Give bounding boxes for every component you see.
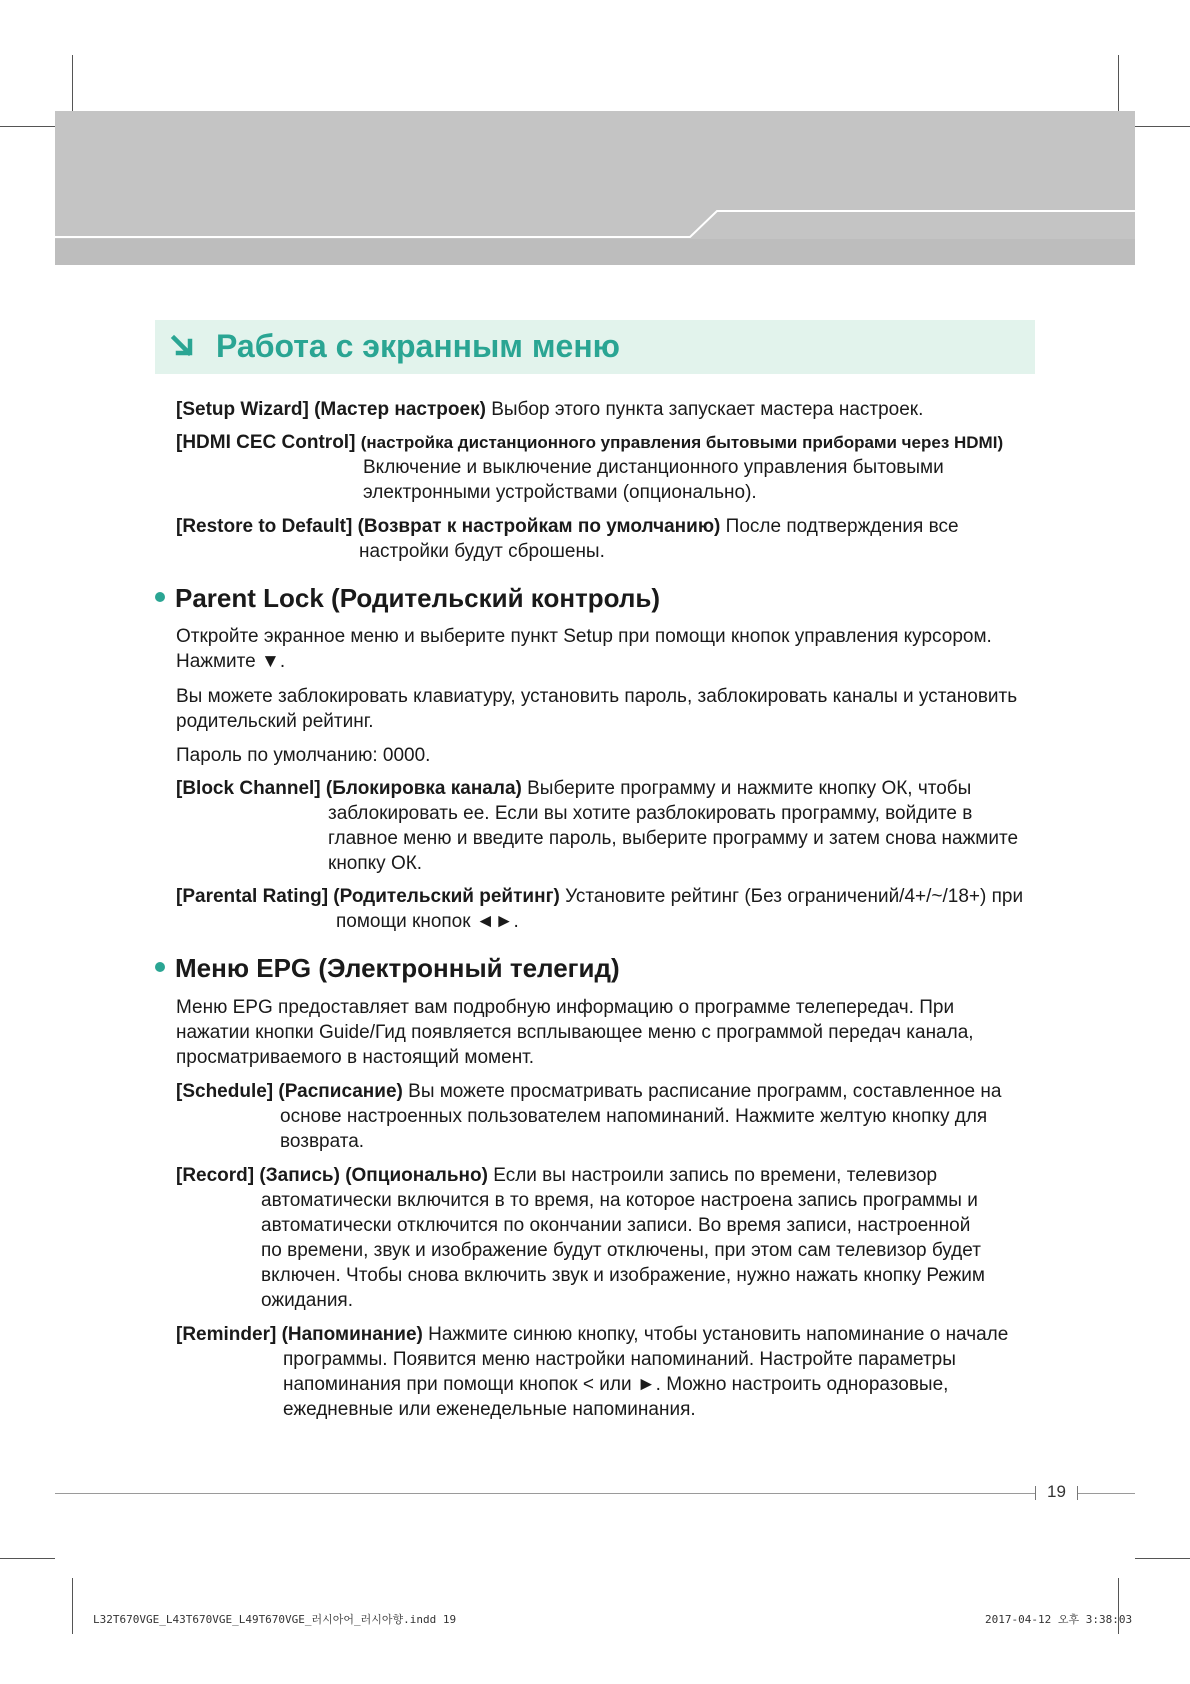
- desc-line: Выберите программу и нажмите кнопку ОК, чтобы: [527, 778, 972, 799]
- term-note: (настройка дистанционного управления бытовыми приборами через HDMI): [360, 433, 1004, 452]
- imprint-file: L32T670VGE_L43T670VGE_L49T670VGE_러시아어_러시아향.indd 19: [93, 1613, 457, 1626]
- bullet-icon: [155, 962, 165, 972]
- imprint-date: 2017-04-12 오후 3:38:03: [985, 1613, 1133, 1626]
- desc-line: Включение и выключение дистанционного управления бытовыми: [363, 457, 944, 478]
- crop-mark: [1135, 126, 1190, 127]
- paragraph-line: Пароль по умолчанию: 0000.: [176, 745, 431, 766]
- item-parental-rating: [176, 884, 1023, 909]
- heading-text: Меню EPG (Электронный телегид): [175, 953, 620, 983]
- menu-item-restore-default: [176, 514, 959, 539]
- menu-item-hdmi-cec: [176, 430, 1003, 455]
- paragraph-line: просматриваемого в настоящий момент.: [176, 1047, 535, 1068]
- term: [HDMI CEC Control]: [176, 432, 356, 453]
- bullet-icon: [155, 592, 165, 602]
- desc-line: программы. Появится меню настройки напоминаний. Настройте параметры: [283, 1349, 956, 1370]
- desc-line: После подтверждения все: [725, 516, 959, 537]
- crop-mark: [72, 55, 73, 111]
- footer-rule: [1078, 1493, 1135, 1494]
- desc-line: возврата.: [280, 1131, 365, 1152]
- desc-line: Вы можете просматривать расписание программ, составленное на: [408, 1081, 1002, 1102]
- desc-line: электронными устройствами (опционально).: [363, 482, 757, 503]
- section-title: Работа с экранным меню: [216, 328, 620, 364]
- crop-mark: [0, 1558, 55, 1559]
- desc-line: главное меню и введите пароль, выберите программу и затем снова нажмите: [328, 828, 1019, 849]
- term: [Restore to Default] (Возврат к настройкам по умолчанию): [176, 516, 721, 537]
- item-reminder: [176, 1322, 1008, 1347]
- desc-line: по времени, звук и изображение будут отключены, при этом сам телевизор будет: [261, 1240, 981, 1261]
- heading-epg: [155, 953, 620, 984]
- header-band-line: [55, 111, 1135, 265]
- heading-parent-lock: [155, 583, 660, 614]
- paragraph-line: Вы можете заблокировать клавиатуру, установить пароль, заблокировать каналы и установить: [176, 686, 1018, 707]
- desc-line: настройки будут сброшены.: [359, 541, 605, 562]
- term: [Record] (Запись) (Опционально): [176, 1165, 488, 1186]
- item-schedule: [176, 1079, 1001, 1104]
- term: [Setup Wizard] (Мастер настроек): [176, 399, 486, 420]
- term: [Schedule] (Расписание): [176, 1081, 403, 1102]
- item-record: [176, 1163, 937, 1188]
- page-number: 19: [1047, 1482, 1066, 1501]
- crop-mark: [1118, 55, 1119, 111]
- desc-line: помощи кнопок ◄►.: [336, 911, 519, 932]
- paragraph-line: родительский рейтинг.: [176, 711, 374, 732]
- crop-mark: [0, 126, 55, 127]
- paragraph-line: Нажмите ▼.: [176, 651, 286, 672]
- desc-line: ежедневные или еженедельные напоминания.: [283, 1399, 696, 1420]
- crop-mark: [1135, 1558, 1190, 1559]
- desc-line: напоминания при помощи кнопок < или ►. Можно настроить одноразовые,: [283, 1374, 949, 1395]
- paragraph-line: нажатии кнопки Guide/Гид появляется всплывающее меню с программой передач канала,: [176, 1022, 974, 1043]
- desc-line: включен. Чтобы снова включить звук и изображение, нужно нажать кнопку Режим: [261, 1265, 985, 1286]
- item-block-channel: [176, 776, 971, 801]
- crop-mark: [72, 1578, 73, 1634]
- menu-item-setup-wizard: [176, 397, 923, 422]
- heading-text: Parent Lock (Родительский контроль): [175, 583, 661, 613]
- desc-line: Если вы настроили запись по времени, телевизор: [493, 1165, 938, 1186]
- desc-line: автоматически включится в то время, на которое настроена запись программы и: [261, 1190, 978, 1211]
- paragraph-line: Меню EPG предоставляет вам подробную информацию о программе телепередач. При: [176, 997, 955, 1018]
- desc-line: автоматически отключится по окончании записи. Во время записи, настроенной: [261, 1215, 971, 1236]
- desc-line: Установите рейтинг (Без ограничений/4+/~/18+) при: [565, 886, 1024, 907]
- desc-line: Выбор этого пункта запускает мастера настроек.: [491, 399, 924, 420]
- term: [Parental Rating] (Родительский рейтинг): [176, 886, 560, 907]
- desc-line: заблокировать ее. Если вы хотите разблокировать программу, войдите в: [328, 803, 973, 824]
- paragraph-line: Откройте экранное меню и выберите пункт Setup при помощи кнопок управления курсором.: [176, 626, 992, 647]
- desc-line: кнопку ОК.: [328, 853, 423, 874]
- arrow-down-right-icon: [169, 332, 197, 360]
- desc-line: основе настроенных пользователем напоминаний. Нажмите желтую кнопку для: [280, 1106, 988, 1127]
- term: [Reminder] (Напоминание): [176, 1324, 423, 1345]
- term: [Block Channel] (Блокировка канала): [176, 778, 522, 799]
- desc-line: ожидания.: [261, 1290, 354, 1311]
- footer-rule: [55, 1493, 1035, 1494]
- section-title-bar: [155, 320, 1035, 374]
- desc-line: Нажмите синюю кнопку, чтобы установить напоминание о начале: [428, 1324, 1009, 1345]
- header-band: [55, 111, 1135, 265]
